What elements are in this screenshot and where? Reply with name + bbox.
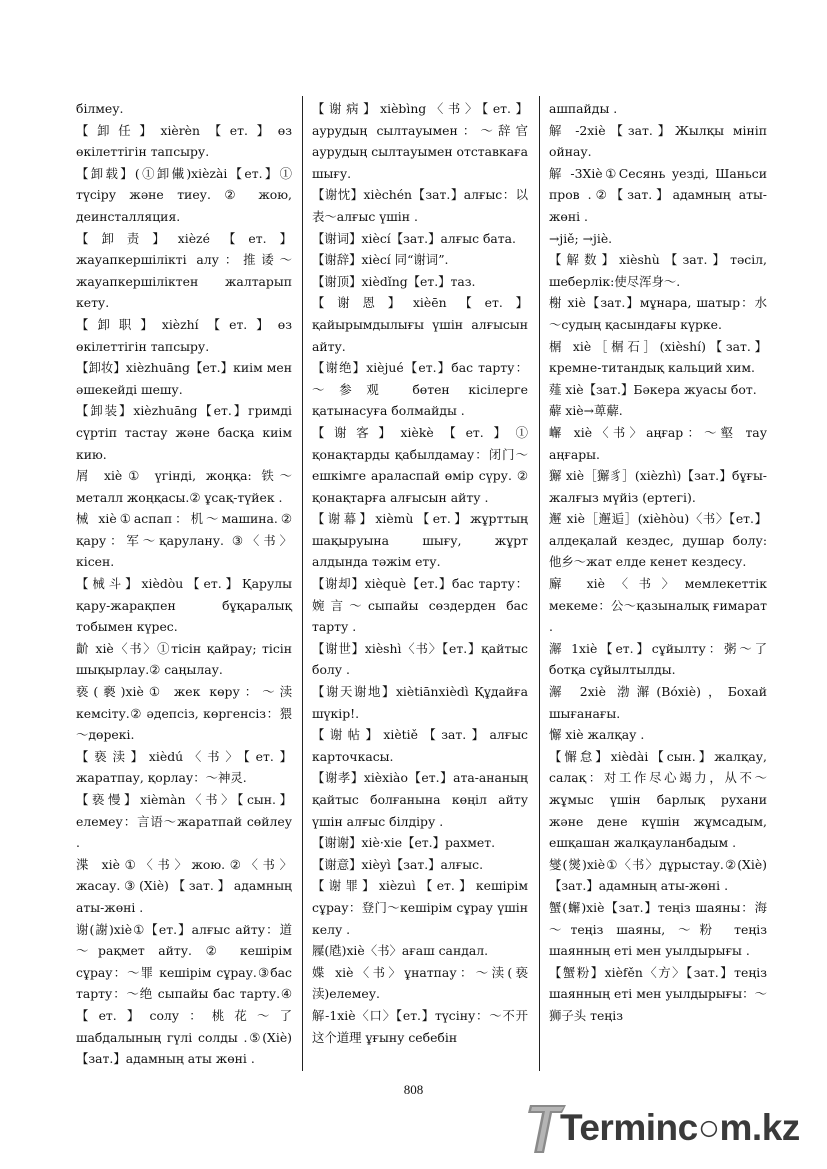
dictionary-entry: 【卸职】xièzhí【ет.】өз өкілеттігін тапсыру.: [76, 316, 292, 354]
dictionary-entry: 【谢顶】xièdǐng【ет.】таз.: [312, 273, 476, 289]
dictionary-entry: 【谢辞】xiècí 同“谢词”.: [312, 252, 449, 268]
dictionary-entry: 【谢罪】xièzuì【ет.】кешірім сұрау：登门～кешірім сұрау үшін келу .: [312, 878, 528, 937]
dictionary-entry: 薢 xiè→萆薢.: [549, 403, 623, 419]
dictionary-entry: 【卸任】xièrèn【ет.】өз өкілеттігін тапсыру.: [76, 122, 292, 160]
dictionary-entry: 榍 xiè［榍石］(xièshí)【зат.】кремне-титандық кальций хим.: [549, 338, 767, 376]
dictionary-entry: 齘 xiè〈书〉①тісін қайрау; тісін шықырлау.② саңылау.: [76, 640, 292, 678]
dictionary-entry: 【谢世】xièshì〈书〉【ет.】қайтыс болу .: [312, 640, 528, 678]
dictionary-entry: 【卸装】xièzhuāng【ет.】гримді сүртіп тастау және басқа киім кию.: [76, 403, 292, 462]
dictionary-entry: 【谢意】xièyì【зат.】алғыс.: [312, 856, 484, 872]
dictionary-entry: 薤 xiè【зат.】Бәкера жуасы бот.: [549, 381, 757, 397]
dictionary-entry: ашпайды .: [549, 101, 618, 116]
dictionary-entry: 【械斗】xièdòu【ет.】Қарулы қару-жарақпен бұқаралық тобымен күрес.: [76, 576, 292, 635]
dictionary-entry: 渫 xiè①〈书〉жою.②〈书〉жасау.③(Xiè)【зат.】адамның аты-жөні .: [76, 856, 292, 915]
dictionary-entry: 屧(𡲥)xiè〈书〉ағаш сандал.: [312, 943, 489, 959]
dictionary-entry: 【解数】xièshù【зат.】тәсіл, шеберлік:使尽浑身～.: [549, 252, 767, 289]
dictionary-entry: 【卸载】(①卸儎)xièzài【ет.】① түсіру және тиеу. ② жою, деинсталляция.: [76, 165, 292, 224]
dictionary-entry: 澥 2xiè 渤澥(Bóxiè)，Бохай шығанағы.: [549, 684, 767, 721]
dictionary-entry: 【谢天谢地】xiètiānxièdì Құдайға шүкір!.: [312, 684, 528, 721]
dictionary-entry: 嶰 xiè〈书〉аңғар：～壑 тау аңғары.: [549, 424, 767, 462]
dictionary-entry: 邂 xiè［邂逅］(xièhòu)〈书〉【ет.】алдеқалай кездес, душар болу: 他乡～жат елде кенет кездесу.: [549, 511, 767, 570]
terminкom-logo: [528, 1095, 818, 1159]
dictionary-entry: 【谢客】xièkè【ет.】① қонақтарды қабылдамау：闭门～ешкімге араласпай өмір сүру. ② қонақтарға алғысын айту .: [312, 424, 528, 505]
dictionary-entry: 亵(褻)xiè① жек көру：～渎 кемсіту.② әдепсіз, көргенсіз：猥～дөрекі.: [76, 684, 292, 743]
dictionary-entry: 【谢谢】xiè·xie【ет.】рахмет.: [312, 835, 496, 851]
dictionary-entry: 澥 1xiè【ет.】сұйылту：粥～了 ботқа сұйылтылды.: [549, 640, 767, 678]
dictionary-entry: 【亵慢】xièmàn〈书〉【сын.】елемеу：言语～жаратпай сөйлеу .: [76, 792, 292, 851]
dictionary-entry: 【卸妆】xièzhuāng【ет.】киім мен әшекейді шешу.: [76, 360, 292, 397]
column-divider: [539, 96, 540, 1071]
dictionary-entry: 【亵渎】xièdú〈书〉【ет.】жаратпау, қорлау：～神灵.: [76, 748, 292, 786]
dictionary-entry: 蟹(蠏)xiè【зат.】теңіз шаяны：海～теңіз шаяны, ～粉 теңіз шаянның еті мен уылдырығы .: [549, 899, 767, 959]
logo-text: Terminc○m.kz: [560, 1107, 800, 1148]
dictionary-entry: 【谢却】xièquè【ет.】бас тарту：婉言～сыпайы сөздерден бас тарту .: [312, 576, 528, 635]
dictionary-entry: 懈 xiè жалқау .: [549, 727, 645, 743]
dictionary-entry: 【谢孝】xièxiào【ет.】ата-ананың қайтыс болғанына көңіл айту үшін алғыс білдіру .: [312, 770, 528, 829]
dictionary-entry: →jiě; →jiè.: [549, 230, 613, 246]
dictionary-entry: 【卸责】xièzé【ет.】жауапкершілікті алу：推诿～жауапкершіліктен жалтарып кету.: [76, 230, 292, 311]
dictionary-entry: 【蟹粉】xièfěn〈方〉【зат.】теңіз шаянның еті мен уылдырығы：～狮子头 теңіз: [549, 964, 767, 1023]
dictionary-entry: 【谢词】xiècí【зат.】алғыс бата.: [312, 230, 516, 246]
dictionary-entry: 【谢帖】xiètiě【зат.】алғыс карточкасы.: [312, 727, 528, 764]
page-number: 808: [403, 1082, 424, 1097]
dictionary-entry: 【懈怠】xièdài【сын.】жалқау, салақ：对工作尽心竭力，从不～жұмыс үшін барлық рухани және дене күшін жұмсадым, ешқашан жалқауланбадым .: [549, 748, 767, 851]
column-divider: [302, 96, 303, 1071]
dictionary-entry: 媟 xiè〈书〉ұнатпау：～渎(亵渎)елемеу.: [312, 964, 528, 1002]
dictionary-entry: 械 xiè①аспап：机～машина.② қару：军～қарулану. ③〈书〉кісен.: [76, 511, 292, 570]
dictionary-entry: 燮(爕)xiè①〈书〉дұрыстау.②(Xiè)【зат.】адамның аты-жөні .: [549, 856, 767, 894]
dictionary-entry: 【谢幕】xièmù【ет.】жұрттың шақыруына шығу, жұрт алдында тәжім ету.: [312, 511, 528, 570]
column-3: [549, 98, 767, 1027]
dictionary-entry: 解 -2xiè【зат.】Жылқы мініп ойнау.: [549, 122, 767, 160]
dictionary-entry: 【谢恩】xièēn【ет.】қайырымдылығы үшін алғысын айту.: [312, 295, 528, 354]
dictionary-entry: 榭 xiè【зат.】мұнара, шатыр：水～судың қасындағы күрке.: [549, 295, 767, 332]
dictionary-entry: 【谢忱】xièchén【зат.】алғыс：以表～алғыс үшін .: [312, 187, 528, 224]
dictionary-entry: 解 -3Xiè①Сесянь уезді, Шаньси пров .②【зат.】адамның аты-жөні .: [549, 165, 767, 224]
dictionary-entry: 【谢病】xièbìng〈书〉【ет.】аурудың сылтауымен：～辞官 аурудың сылтауымен отставкаға шығу.: [312, 101, 528, 181]
dictionary-entry: 屑 xiè① үгінді, жоңқа: 铁～металл жоңқасы.② ұсақ-түйек .: [76, 468, 292, 505]
dictionary-entry: білмеу.: [76, 101, 124, 116]
dictionary-entry: 廨 xiè〈书〉мемлекеттік мекеме：公～қазыналық ғимарат .: [549, 576, 767, 635]
dictionary-entry: 谢(謝)xiè①【ет.】алғыс айту：道～рақмет айту. ② кешірім сұрау：～罪 кешірім сұрау.③бас тарту：～绝 сыпайы бас тарту.④【ет.】солу：桃花～了 шабдалының гүлі солды .⑤(Xiè)【зат.】адамның аты жөні .: [76, 921, 292, 1067]
dictionary-entry: 獬 xiè［獬豸］(xièzhì)【зат.】бұғы-жалғыз мүйіз (ертегі).: [549, 468, 767, 505]
dictionary-entry: 【谢绝】xièjué【ет.】бас тарту：～参观 бөтен кісілерге қатынасуға болмайды .: [312, 360, 528, 419]
column-1: [76, 98, 292, 1070]
column-2: [312, 98, 528, 1048]
dictionary-entry: 解-1xiè〈口〉【ет.】түсіну：～不开这个道理 ұғыну себебін: [312, 1007, 528, 1045]
